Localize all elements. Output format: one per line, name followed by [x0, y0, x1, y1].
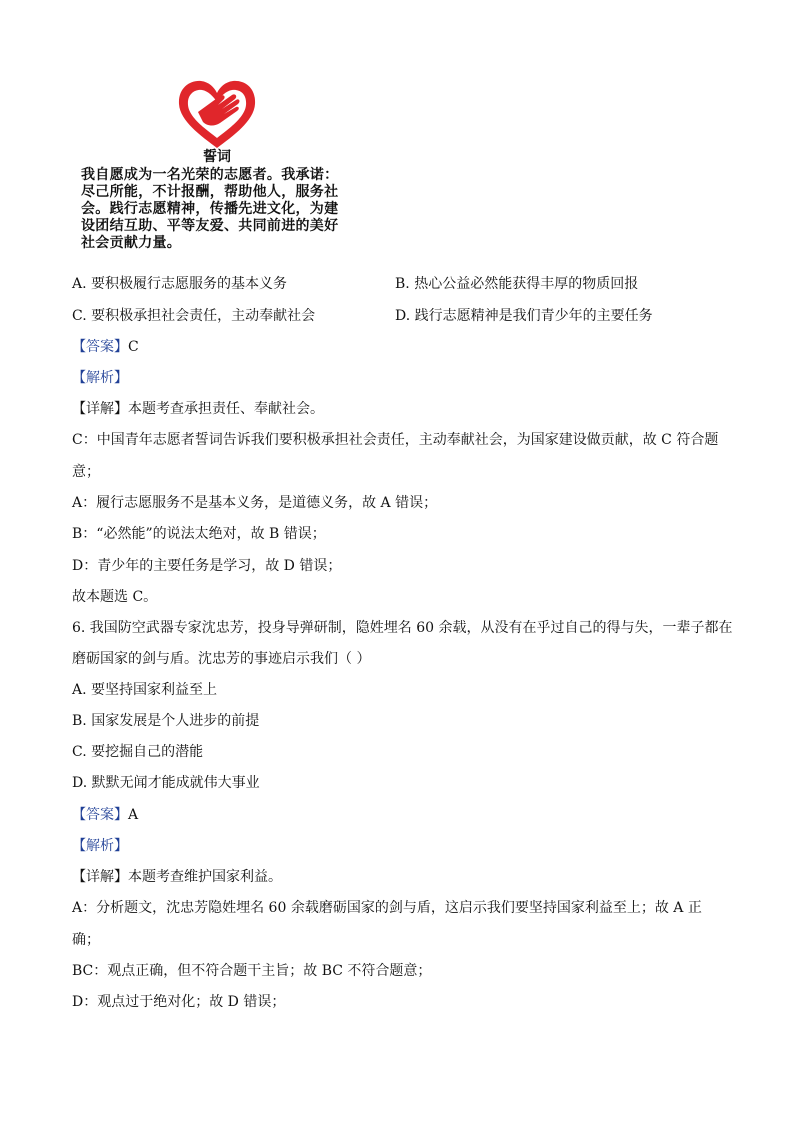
q5-option-a: A. 要积极履行志愿服务的基本义务: [72, 276, 288, 292]
answer-value: A: [128, 807, 139, 823]
analysis-label: 【解析】: [72, 838, 128, 854]
analysis-label: 【解析】: [72, 370, 128, 386]
q5-option-c: C. 要积极承担社会责任，主动奉献社会: [72, 308, 316, 324]
q5-analysis-line: 意；: [72, 464, 100, 480]
q6-option-b: B. 国家发展是个人进步的前提: [72, 713, 260, 729]
oath-line: 设团结互助、平等友爱、共同前进的美好: [81, 218, 339, 234]
q5-conclusion: 故本题选 C。: [72, 589, 158, 605]
q6-option-a: A. 要坚持国家利益至上: [72, 682, 218, 698]
q6-analysis-line: A：分析题文，沈忠芳隐姓埋名 60 余载磨砺国家的剑与盾，这启示我们要坚持国家利益至上；故 A 正: [72, 900, 702, 916]
oath-title: 誓词: [203, 149, 231, 165]
q6-analysis-line: D：观点过于绝对化；故 D 错误；: [72, 994, 286, 1010]
oath-line: 会。践行志愿精神，传播先进文化，为建: [81, 201, 339, 217]
q6-stem-line: 6. 我国防空武器专家沈忠芳，投身导弹研制，隐姓埋名 60 余载，从没有在乎过自己的得与失，一辈子都在: [72, 620, 733, 636]
q5-analysis-label: [72, 368, 128, 388]
q6-detail: [72, 867, 282, 887]
answer-label: 【答案】: [72, 339, 128, 355]
q5-analysis-line: A：履行志愿服务不是基本义务，是道德义务，故 A 错误；: [72, 495, 438, 511]
volunteer-heart-hand-logo: [174, 78, 260, 150]
detail-label: 【详解】: [72, 869, 128, 885]
q6-option-d: D. 默默无闻才能成就伟大事业: [72, 775, 260, 791]
q5-answer: [72, 337, 139, 357]
q6-analysis-label: [72, 836, 128, 856]
q6-answer: [72, 805, 138, 825]
q5-option-d: D. 践行志愿精神是我们青少年的主要任务: [395, 308, 653, 324]
detail-intro: 本题考查承担责任、奉献社会。: [128, 401, 324, 417]
answer-label: 【答案】: [72, 807, 128, 823]
detail-label: 【详解】: [72, 401, 128, 417]
q5-analysis-line: B：“必然能”的说法太绝对，故 B 错误；: [72, 526, 326, 542]
q5-analysis-line: C：中国青年志愿者誓词告诉我们要积极承担社会责任，主动奉献社会，为国家建设做贡献，故 C 符合题: [72, 432, 719, 448]
oath-line: 社会贡献力量。: [81, 235, 182, 251]
q6-analysis-line: BC：观点正确，但不符合题干主旨；故 BC 不符合题意；: [72, 963, 432, 979]
oath-body: [81, 167, 359, 252]
oath-line: 我自愿成为一名光荣的志愿者。我承诺：: [81, 167, 339, 183]
oath-line: 尽己所能，不计报酬，帮助他人，服务社: [81, 184, 339, 200]
detail-intro: 本题考查维护国家利益。: [128, 869, 282, 885]
answer-value: C: [128, 339, 139, 355]
q6-stem-line: 磨砺国家的剑与盾。沈忠芳的事迹启示我们（ ）: [72, 651, 371, 667]
q5-analysis-line: D：青少年的主要任务是学习，故 D 错误；: [72, 558, 342, 574]
q6-analysis-line: 确；: [72, 932, 100, 948]
q6-option-c: C. 要挖掘自己的潜能: [72, 744, 204, 760]
q5-option-b: B. 热心公益必然能获得丰厚的物质回报: [395, 276, 639, 292]
q5-detail: [72, 399, 324, 419]
